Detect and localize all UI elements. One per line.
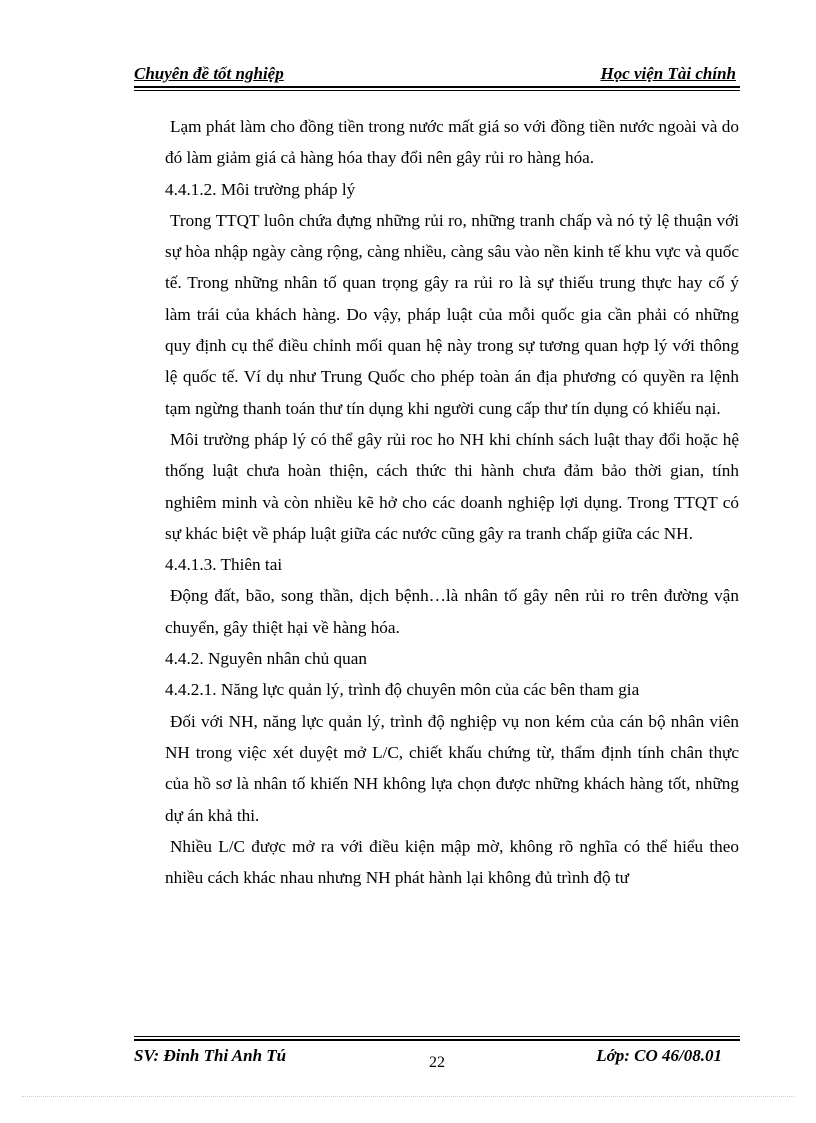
paragraph: Trong TTQT luôn chứa đựng những rủi ro, những tranh chấp và nó tỷ lệ thuận với sự hòa nhập ngày càng rộng, càng nhiều, càng sâu vào nền kinh tế khu vực và quốc tế. Trong những nhân tố quan trọng gây ra rủi ro là sự thiếu trung thực hay cố ý làm trái của khách hàng. Do vậy, pháp luật của mỗi quốc gia cần phải có những quy định cụ thể điều chỉnh mối quan hệ này trong sự tương quan hợp lý với thông lệ quốc tế. Ví dụ như Trung Quốc cho phép toàn án địa phương có quyền ra lệnh tạm ngừng thanh toán thư tín dụng khi người cung cấp thư tín dụng có khiếu nại.	[165, 210, 739, 418]
page-number: 22	[429, 1054, 445, 1071]
footer-rule-thin	[134, 1036, 740, 1037]
paragraph: Lạm phát làm cho đồng tiền trong nước mất giá so với đồng tiền nước ngoài và do đó làm giảm giá cả hàng hóa thay đổi nên gây rủi ro hàng hóa.	[165, 117, 739, 168]
page-edge-dotted-line	[22, 1096, 794, 1097]
section-heading: 4.4.1.3. Thiên tai	[165, 555, 283, 575]
header-rule-thin	[134, 90, 740, 91]
section-heading: 4.4.1.2. Môi trường pháp lý	[165, 179, 356, 199]
header-rule	[134, 86, 740, 88]
page-footer	[134, 1046, 740, 1076]
body-text	[165, 111, 739, 893]
paragraph: Môi trường pháp lý có thể gây rủi roc ho NH khi chính sách luật thay đổi hoặc hệ thống luật chưa hoàn thiện, cách thức thi hành chưa đảm bảo thời gian, tính nghiêm minh và còn nhiều kẽ hở cho các doanh nghiệp lợi dụng. Trong TTQT có sự khác biệt về pháp luật giữa các nước cũng gây ra tranh chấp giữa các NH.	[165, 429, 739, 543]
footer-rule	[134, 1039, 740, 1041]
paragraph: Nhiều L/C được mở ra với điều kiện mập mờ, không rõ nghĩa có thể hiểu theo nhiều cách khác nhau nhưng NH phát hành lại không đủ trình độ tư	[165, 836, 739, 888]
header-left-title: Chuyên đề tốt nghiệp	[134, 64, 284, 83]
footer-student-name: SV: Đinh Thi Anh Tú	[134, 1046, 287, 1065]
section-heading: 4.4.2.1. Năng lực quản lý, trình độ chuyên môn của các bên tham gia	[165, 680, 640, 700]
footer-class: Lớp: CO 46/08.01	[596, 1046, 722, 1065]
section-heading: 4.4.2. Nguyên nhân chủ quan	[165, 649, 367, 669]
paragraph: Động đất, bão, song thần, dịch bệnh…là nhân tố gây nên rủi ro trên đường vận chuyển, gây thiệt hại về hàng hóa.	[165, 586, 739, 637]
header-right-title: Học viện Tài chính	[600, 64, 736, 83]
page-header	[134, 62, 740, 86]
paragraph: Đối với NH, năng lực quản lý, trình độ nghiệp vụ non kém của cán bộ nhân viên NH trong việc xét duyệt mở L/C, chiết khấu chứng từ, thẩm định tính chân thực của hồ sơ là nhân tố khiến NH không lựa chọn được những khách hàng tốt, những dự án khả thi.	[165, 711, 739, 825]
